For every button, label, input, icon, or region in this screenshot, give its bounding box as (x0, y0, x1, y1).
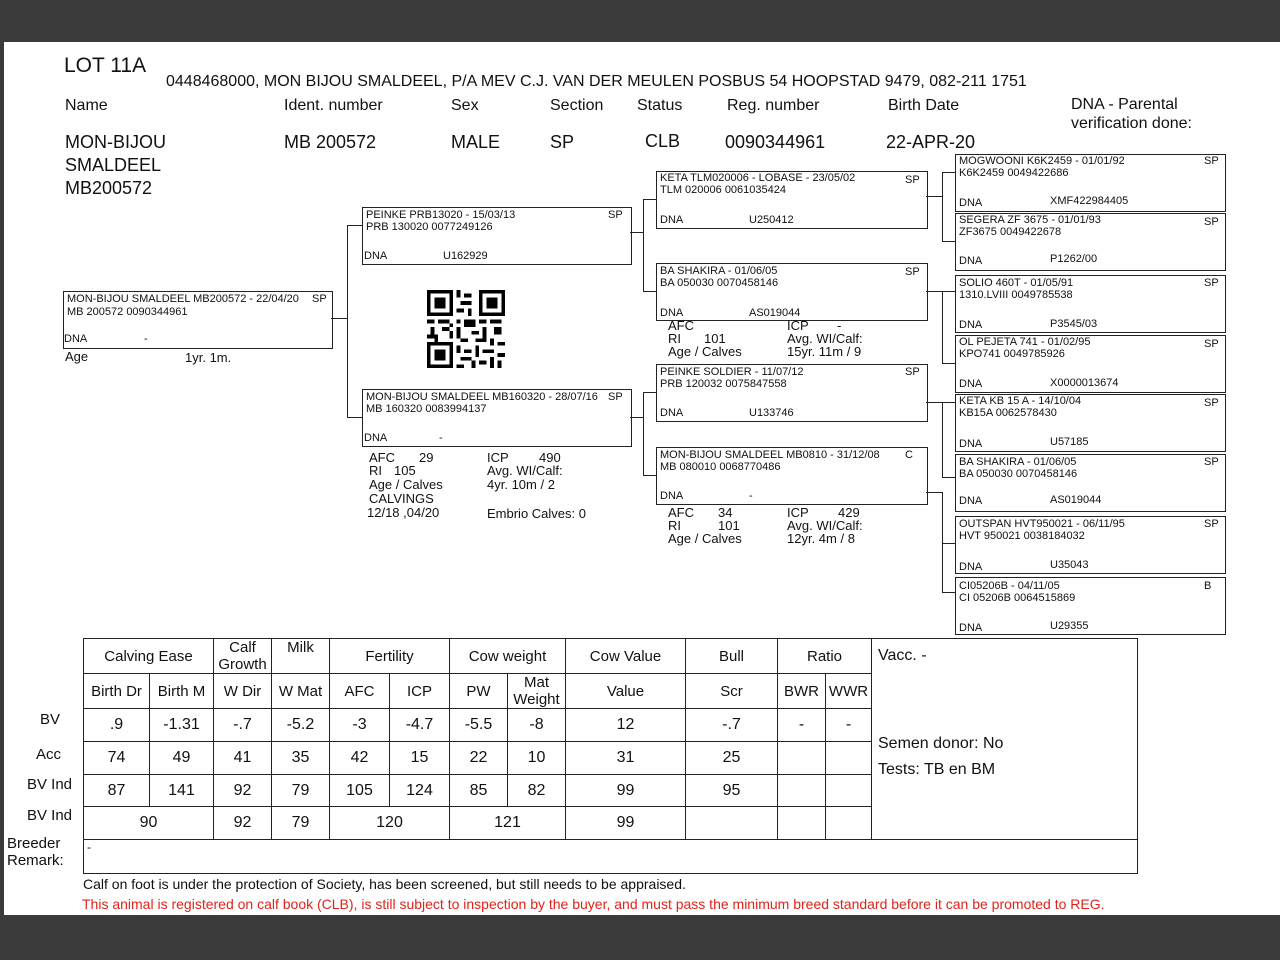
ggp-title: BA SHAKIRA - 01/06/05 (959, 456, 1077, 468)
dam-afc-value: 29 (419, 450, 434, 465)
self-section: SP (312, 293, 327, 305)
gp-ident-line: MB 080010 0068770486 (660, 461, 781, 473)
ggp-ident-line: 1310.LVIII 0049785538 (959, 289, 1073, 301)
bvind2-cell: 79 (272, 807, 330, 840)
empty-cell (826, 807, 872, 840)
seller-info: 0448468000, MON BIJOU SMALDEEL, P/A MEV C.J. VAN DER MEULEN POSBUS 54 HOOPSTAD 9479, 082-211 1751 (166, 73, 1027, 90)
ggp-ident-line: K6K2459 0049422686 (959, 167, 1069, 179)
gp-ident-line: PRB 120032 0075847558 (660, 378, 787, 390)
sub-afc: AFC (330, 674, 390, 709)
gp4-icp-label: ICP (787, 505, 809, 520)
sub-pw: PW (450, 674, 508, 709)
group-cow-weight: Cow weight (450, 639, 566, 674)
gp4-afc-value: 34 (718, 505, 733, 520)
ggp-title: SEGERA ZF 3675 - 01/01/93 (959, 214, 1101, 226)
ggp-title: CI05206B - 04/11/05 (959, 580, 1060, 592)
ggp-dna-label: DNA (959, 319, 983, 331)
breeder-label: Breeder (7, 835, 61, 852)
ggp-dna-label: DNA (959, 438, 983, 450)
gp2-agecalves-value: 15yr. 11m / 9 (787, 344, 862, 359)
header-sex: Sex (451, 97, 479, 114)
ggp-dna-value: P3545/03 (1050, 318, 1098, 330)
ggp-section: SP (1204, 155, 1219, 167)
dam-icp-label: ICP (487, 450, 509, 465)
ggp-section: SP (1204, 277, 1219, 289)
ggp-ident-line: KB15A 0062578430 (959, 407, 1057, 419)
dam-ri-value: 105 (394, 463, 416, 478)
bv-cell: -5.2 (272, 709, 330, 742)
dam-afc-label: AFC (369, 450, 395, 465)
gp4-agecalves-label: Age / Calves (668, 531, 742, 546)
ggp-section: SP (1204, 338, 1219, 350)
header-birth: Birth Date (888, 97, 960, 114)
gp-dna-label: DNA (660, 407, 684, 419)
footer-note: Calf on foot is under the protection of Society, has been screened, but still needs to be appraised. (83, 876, 686, 892)
gp4-agecalves-value: 12yr. 4m / 8 (787, 531, 855, 546)
animal-name-1: MON-BIJOU (65, 132, 166, 152)
gp-section: SP (905, 174, 920, 186)
ggp-dna-label: DNA (959, 495, 983, 507)
acc-cell (778, 742, 826, 775)
sub-w-dir: W Dir (214, 674, 272, 709)
acc-cell: 25 (686, 742, 778, 775)
bv-cell: .9 (84, 709, 150, 742)
header-ident: Ident. number (284, 97, 383, 114)
gp2-icp-label: ICP (787, 318, 809, 333)
bvind-cell (778, 775, 826, 807)
animal-name-2: SMALDEEL (65, 155, 162, 175)
ggp-section: SP (1204, 397, 1219, 409)
bvind-cell: 124 (390, 775, 450, 807)
bottom-dark-bar (0, 915, 1280, 960)
gp-section: SP (905, 366, 920, 378)
bvind2-cell: 90 (84, 807, 214, 840)
sire-box (362, 207, 632, 265)
ggp-box (955, 335, 1226, 393)
dam-calvings-label: CALVINGS (369, 491, 434, 506)
bvind2-cell: 99 (566, 807, 686, 840)
self-dna-label: DNA (64, 333, 88, 345)
gp-ident-line: TLM 020006 0061035424 (660, 184, 786, 196)
animal-status: CLB (645, 131, 681, 151)
acc-cell: 35 (272, 742, 330, 775)
ggp-ident-line: ZF3675 0049422678 (959, 226, 1062, 238)
gp-box (656, 171, 928, 229)
ggp-box (955, 275, 1226, 333)
sub-w-mat: W Mat (272, 674, 330, 709)
ggp-ident-line: BA 050030 0070458146 (959, 468, 1078, 480)
bvind-cell: 95 (686, 775, 778, 807)
ggp-title: MOGWOONI K6K2459 - 01/01/92 (959, 155, 1125, 167)
bvind-cell: 82 (508, 775, 566, 807)
dam-box (362, 389, 632, 447)
dam-avg-label: Avg. WI/Calf: (487, 463, 563, 478)
dam-ident-line: MB 160320 0083994137 (366, 403, 487, 415)
header-section: Section (550, 97, 604, 114)
bvind-cell: 141 (150, 775, 214, 807)
ggp-section: B (1204, 580, 1212, 592)
age-label: Age (65, 349, 89, 364)
top-dark-bar (0, 0, 1280, 42)
sire-title: PEINKE PRB13020 - 15/03/13 (366, 209, 516, 221)
remark-label: Remark: (7, 852, 64, 869)
group-bull: Bull (686, 639, 778, 674)
header-reg: Reg. number (727, 97, 820, 114)
ggp-dna-value: U57185 (1050, 436, 1089, 448)
acc-cell: 41 (214, 742, 272, 775)
dam-title: MON-BIJOU SMALDEEL MB160320 - 28/07/16 (366, 391, 598, 403)
bv-cell: 12 (566, 709, 686, 742)
animal-section: SP (550, 132, 575, 152)
bvind2-cell: 120 (330, 807, 450, 840)
animal-ident: MB 200572 (284, 132, 377, 152)
breeder-remark-value: - (84, 840, 1138, 874)
group-calving-ease: Calving Ease (84, 639, 214, 674)
ggp-ident-line: HVT 950021 0038184032 (959, 530, 1085, 542)
ggp-box (955, 394, 1226, 452)
sire-dna-label: DNA (364, 250, 388, 262)
self-title: MON-BIJOU SMALDEEL MB200572 - 22/04/20 (67, 293, 299, 305)
gp-title: PEINKE SOLDIER - 11/07/12 (660, 366, 804, 378)
age-value: 1yr. 1m. (185, 350, 232, 365)
gp-box (656, 364, 928, 422)
gp-ident-line: BA 050030 0070458146 (660, 277, 779, 289)
sub-birth-m: Birth M (150, 674, 214, 709)
sub-scr: Scr (686, 674, 778, 709)
header-status: Status (637, 97, 683, 114)
self-dna-value: - (144, 333, 148, 345)
ggp-title: OUTSPAN HVT950021 - 06/11/95 (959, 518, 1125, 530)
ggp-title: KETA KB 15 A - 14/10/04 (959, 395, 1082, 407)
bv-cell: -1.31 (150, 709, 214, 742)
animal-sex: MALE (451, 132, 501, 152)
sire-section: SP (608, 209, 623, 221)
sire-dna-value: U162929 (443, 250, 488, 262)
bv-cell: -5.5 (450, 709, 508, 742)
gp-section: SP (905, 266, 920, 278)
breeding-values-table (83, 638, 1138, 874)
bvind2-cell: 121 (450, 807, 566, 840)
acc-cell: 10 (508, 742, 566, 775)
acc-cell: 15 (390, 742, 450, 775)
gp2-agecalves-label: Age / Calves (668, 344, 742, 359)
gp-title: KETA TLM020006 - LOBASE - 23/05/02 (660, 172, 856, 184)
ggp-dna-value: P1262/00 (1050, 253, 1098, 265)
bv-cell: - (778, 709, 826, 742)
acc-cell: 22 (450, 742, 508, 775)
ggp-dna-value: AS019044 (1050, 494, 1102, 506)
gp-dna-value: U133746 (749, 407, 794, 419)
ggp-dna-label: DNA (959, 622, 983, 634)
sub-mat-weight: Mat Weight (508, 674, 566, 709)
ggp-section: SP (1204, 216, 1219, 228)
bvind-cell (826, 775, 872, 807)
ggp-box (955, 454, 1226, 512)
ggp-box (955, 213, 1226, 271)
group-ratio: Ratio (778, 639, 872, 674)
footer-warning: This animal is registered on calf book (CLB), is still subject to inspection by the buyer, and must pass the minimum breed standard before it can be promoted to REG. (82, 896, 1105, 912)
self-pedigree-box (63, 291, 333, 349)
dam-calvings-value: 12/18 ,04/20 (367, 505, 440, 520)
gp-box (656, 263, 928, 321)
ggp-dna-value: U35043 (1050, 559, 1089, 571)
ggp-ident-line: KPO741 0049785926 (959, 348, 1065, 360)
ggp-section: SP (1204, 456, 1219, 468)
gp4-avg-label: Avg. WI/Calf: (787, 518, 863, 533)
qr-code-icon (424, 290, 508, 368)
gp-dna-label: DNA (660, 307, 684, 319)
ggp-dna-label: DNA (959, 561, 983, 573)
group-cow-value: Cow Value (566, 639, 686, 674)
ggp-dna-label: DNA (959, 255, 983, 267)
gp-dna-label: DNA (660, 214, 684, 226)
ggp-dna-value: XMF422984405 (1050, 195, 1129, 207)
bv-cell: -.7 (686, 709, 778, 742)
bvind-cell: 79 (272, 775, 330, 807)
gp4-icp-value: 429 (838, 505, 860, 520)
ggp-title: OL PEJETA 741 - 01/02/95 (959, 336, 1091, 348)
row-label-bv: BV (40, 711, 61, 728)
sub-value: Value (566, 674, 686, 709)
gp-section: C (905, 449, 913, 461)
dam-dna-value: - (439, 432, 443, 444)
gp-title: MON-BIJOU SMALDEEL MB0810 - 31/12/08 (660, 449, 880, 461)
gp4-ri-value: 101 (718, 518, 740, 533)
empty-cell (686, 807, 778, 840)
group-milk: Milk (272, 639, 330, 674)
bvind2-cell: 92 (214, 807, 272, 840)
dam-agecalves-value: 4yr. 10m / 2 (487, 477, 555, 492)
ggp-title: SOLIO 460T - 01/05/91 (959, 277, 1074, 289)
ggp-section: SP (1204, 518, 1219, 530)
empty-cell (778, 807, 826, 840)
header-name: Name (65, 97, 108, 114)
ggp-ident-line: CI 05206B 0064515869 (959, 592, 1076, 604)
row-label-bv-ind: BV Ind (27, 776, 73, 793)
header-dna-1: DNA - Parental (1071, 96, 1178, 113)
group-calf-growth: Calf Growth (214, 639, 272, 674)
animal-name-3: MB200572 (65, 178, 153, 198)
gp4-afc-label: AFC (668, 505, 694, 520)
dam-ri-label: RI (369, 463, 382, 478)
table-row-remark (84, 840, 1138, 874)
gp2-icp-value: - (837, 318, 842, 333)
gp-dna-value: - (749, 490, 753, 502)
sub-wwr: WWR (826, 674, 872, 709)
dam-dna-label: DNA (364, 432, 388, 444)
gp2-ri-value: 101 (704, 331, 726, 346)
gp2-afc-label: AFC (668, 318, 694, 333)
acc-cell: 74 (84, 742, 150, 775)
acc-cell: 42 (330, 742, 390, 775)
sub-icp: ICP (390, 674, 450, 709)
sire-ident-line: PRB 130020 0077249126 (366, 221, 493, 233)
bv-cell: -4.7 (390, 709, 450, 742)
ggp-box (955, 154, 1226, 212)
bvind-cell: 87 (84, 775, 150, 807)
ggp-dna-value: U29355 (1050, 620, 1089, 632)
header-dna-2: verification done: (1071, 115, 1192, 132)
bv-cell: -.7 (214, 709, 272, 742)
dam-agecalves-label: Age / Calves (369, 477, 443, 492)
bvind-cell: 92 (214, 775, 272, 807)
semen-donor: Semen donor: No (878, 735, 1004, 752)
tests: Tests: TB en BM (878, 761, 996, 778)
row-label-bv-ind-2: BV Ind (27, 807, 73, 824)
bv-cell: -3 (330, 709, 390, 742)
gp-dna-label: DNA (660, 490, 684, 502)
ggp-dna-label: DNA (959, 197, 983, 209)
gp-dna-value: U250412 (749, 214, 794, 226)
acc-cell (826, 742, 872, 775)
animal-birth: 22-APR-20 (886, 132, 976, 152)
animal-reg: 0090344961 (725, 132, 826, 152)
group-fertility: Fertility (330, 639, 450, 674)
ggp-box (955, 516, 1226, 574)
ggp-box (955, 577, 1226, 635)
bvind-cell: 105 (330, 775, 390, 807)
self-ident-line: MB 200572 0090344961 (67, 306, 188, 318)
gp-title: BA SHAKIRA - 01/06/05 (660, 265, 778, 277)
vacc-text: Vacc. - (878, 647, 927, 664)
bvind-cell: 99 (566, 775, 686, 807)
gp4-ri-label: RI (668, 518, 681, 533)
acc-cell: 49 (150, 742, 214, 775)
gp2-ri-label: RI (668, 331, 681, 346)
bvind-cell: 85 (450, 775, 508, 807)
gp-dna-value: AS019044 (749, 307, 801, 319)
ggp-dna-value: X0000013674 (1050, 377, 1119, 389)
dam-section: SP (608, 391, 623, 403)
gp-box (656, 447, 928, 505)
dam-icp-value: 490 (539, 450, 561, 465)
vaccination-panel (872, 639, 1138, 840)
ggp-dna-label: DNA (959, 378, 983, 390)
gp2-avg-label: Avg. WI/Calf: (787, 331, 863, 346)
row-label-acc: Acc (36, 746, 62, 763)
acc-cell: 31 (566, 742, 686, 775)
dam-embrio-calves: Embrio Calves: 0 (487, 506, 586, 521)
bv-cell: -8 (508, 709, 566, 742)
sub-bwr: BWR (778, 674, 826, 709)
bv-cell: - (826, 709, 872, 742)
sub-birth-dr: Birth Dr (84, 674, 150, 709)
lot-number: LOT 11A (64, 54, 147, 77)
